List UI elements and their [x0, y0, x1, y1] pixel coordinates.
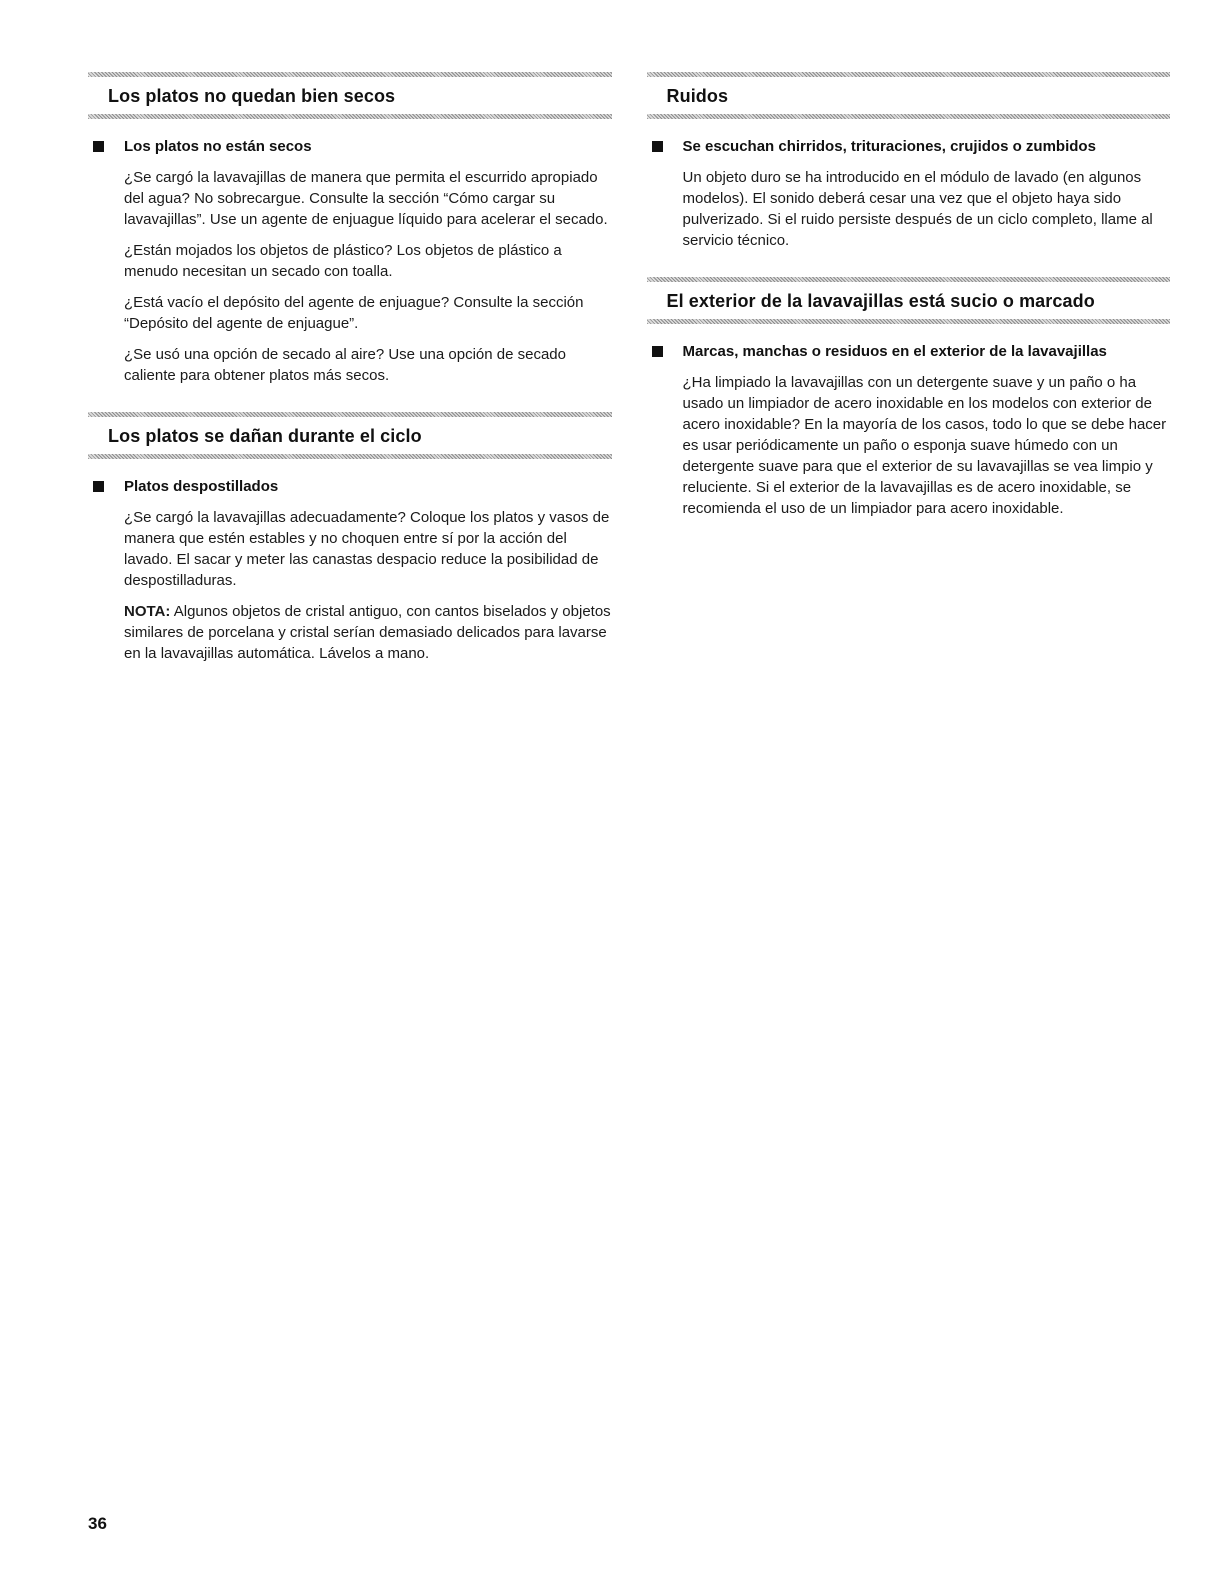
section-title: Ruidos [666, 86, 729, 106]
section-title: El exterior de la lavavajillas está sucio o marcado [666, 291, 1095, 311]
paragraph: ¿Ha limpiado la lavavajillas con un detergente suave y un paño o ha usado un limpiador de acero inoxidable en los modelos con exterior de acero inoxidable? En la mayoría de los casos, todo lo que se debe hacer es usar periódicamente un paño o esponja suave húmedo con un detergente suave para que el exterior de su lavavajillas se vea limpio y reluciente. Si el exterior de la lavavajillas es de acero inoxidable, se recomienda el uso de un limpiador para acero inoxidable. [682, 374, 1167, 517]
square-bullet-icon [652, 141, 663, 152]
section-rule-top [88, 412, 612, 417]
item-heading: Se escuchan chirridos, trituraciones, crujidos o zumbidos [682, 138, 1096, 155]
section-dishes-not-dry [88, 72, 612, 386]
paragraph: ¿Se cargó la lavavajillas de manera que permita el escurrido apropiado del agua? No sobrecargue. Consulte la sección “Cómo cargar su lavavajillas”. Use un agente de enjuague líquido para acelerar el secado. [124, 169, 608, 228]
bullet-item [88, 476, 612, 664]
page-number: 36 [88, 1514, 107, 1533]
item-heading: Los platos no están secos [124, 138, 312, 155]
bullet-item [88, 136, 612, 386]
section-dishes-damaged [88, 412, 612, 664]
bullet-item-body [683, 136, 1171, 251]
note-text: Algunos objetos de cristal antiguo, con cantos biselados y objetos similares de porcelana y cristal serían demasiado delicados para lavarse en la lavavajillas automática. Lávelos a mano. [124, 603, 611, 662]
square-bullet-icon [652, 346, 663, 357]
item-heading: Platos despostillados [124, 478, 279, 495]
paragraph: ¿Se usó una opción de secado al aire? Use una opción de secado caliente para obtener platos más secos. [124, 346, 566, 384]
square-bullet-icon [93, 141, 104, 152]
section-rule-bottom [647, 114, 1171, 119]
bullet-item [647, 136, 1171, 251]
paragraph: Un objeto duro se ha introducido en el módulo de lavado (en algunos modelos). El sonido deberá cesar una vez que el objeto haya sido pulverizado. Si el ruido persiste después de un ciclo completo, llame al servicio técnico. [682, 169, 1153, 249]
paragraph: ¿Está vacío el depósito del agente de enjuague? Consulte la sección “Depósito del agente de enjuague”. [124, 294, 584, 332]
section-exterior-dirty [647, 277, 1171, 519]
bullet-item-body [124, 476, 612, 664]
bullet-item [647, 341, 1171, 519]
section-rule-top [647, 72, 1171, 77]
item-heading: Marcas, manchas o residuos en el exterior de la lavavajillas [682, 343, 1107, 360]
section-noises [647, 72, 1171, 251]
section-rule-bottom [647, 319, 1171, 324]
manual-page-body [0, 0, 1224, 664]
left-column [88, 72, 612, 664]
section-rule-top [647, 277, 1171, 282]
paragraph: ¿Están mojados los objetos de plástico? Los objetos de plástico a menudo necesitan un secado con toalla. [124, 242, 562, 280]
bullet-item-body [683, 341, 1171, 519]
paragraph: ¿Se cargó la lavavajillas adecuadamente? Coloque los platos y vasos de manera que estén estables y no choquen entre sí por la acción del lavado. El sacar y meter las canastas despacio reduce la posibilidad de despostilladuras. [124, 509, 610, 589]
section-title: Los platos no quedan bien secos [108, 86, 396, 106]
right-column [647, 72, 1171, 664]
bullet-item-body [124, 136, 612, 386]
section-rule-top [88, 72, 612, 77]
square-bullet-icon [93, 481, 104, 492]
section-title: Los platos se dañan durante el ciclo [108, 426, 422, 446]
note-paragraph [124, 601, 612, 664]
section-rule-bottom [88, 114, 612, 119]
section-rule-bottom [88, 454, 612, 459]
note-label: NOTA: [124, 603, 171, 620]
